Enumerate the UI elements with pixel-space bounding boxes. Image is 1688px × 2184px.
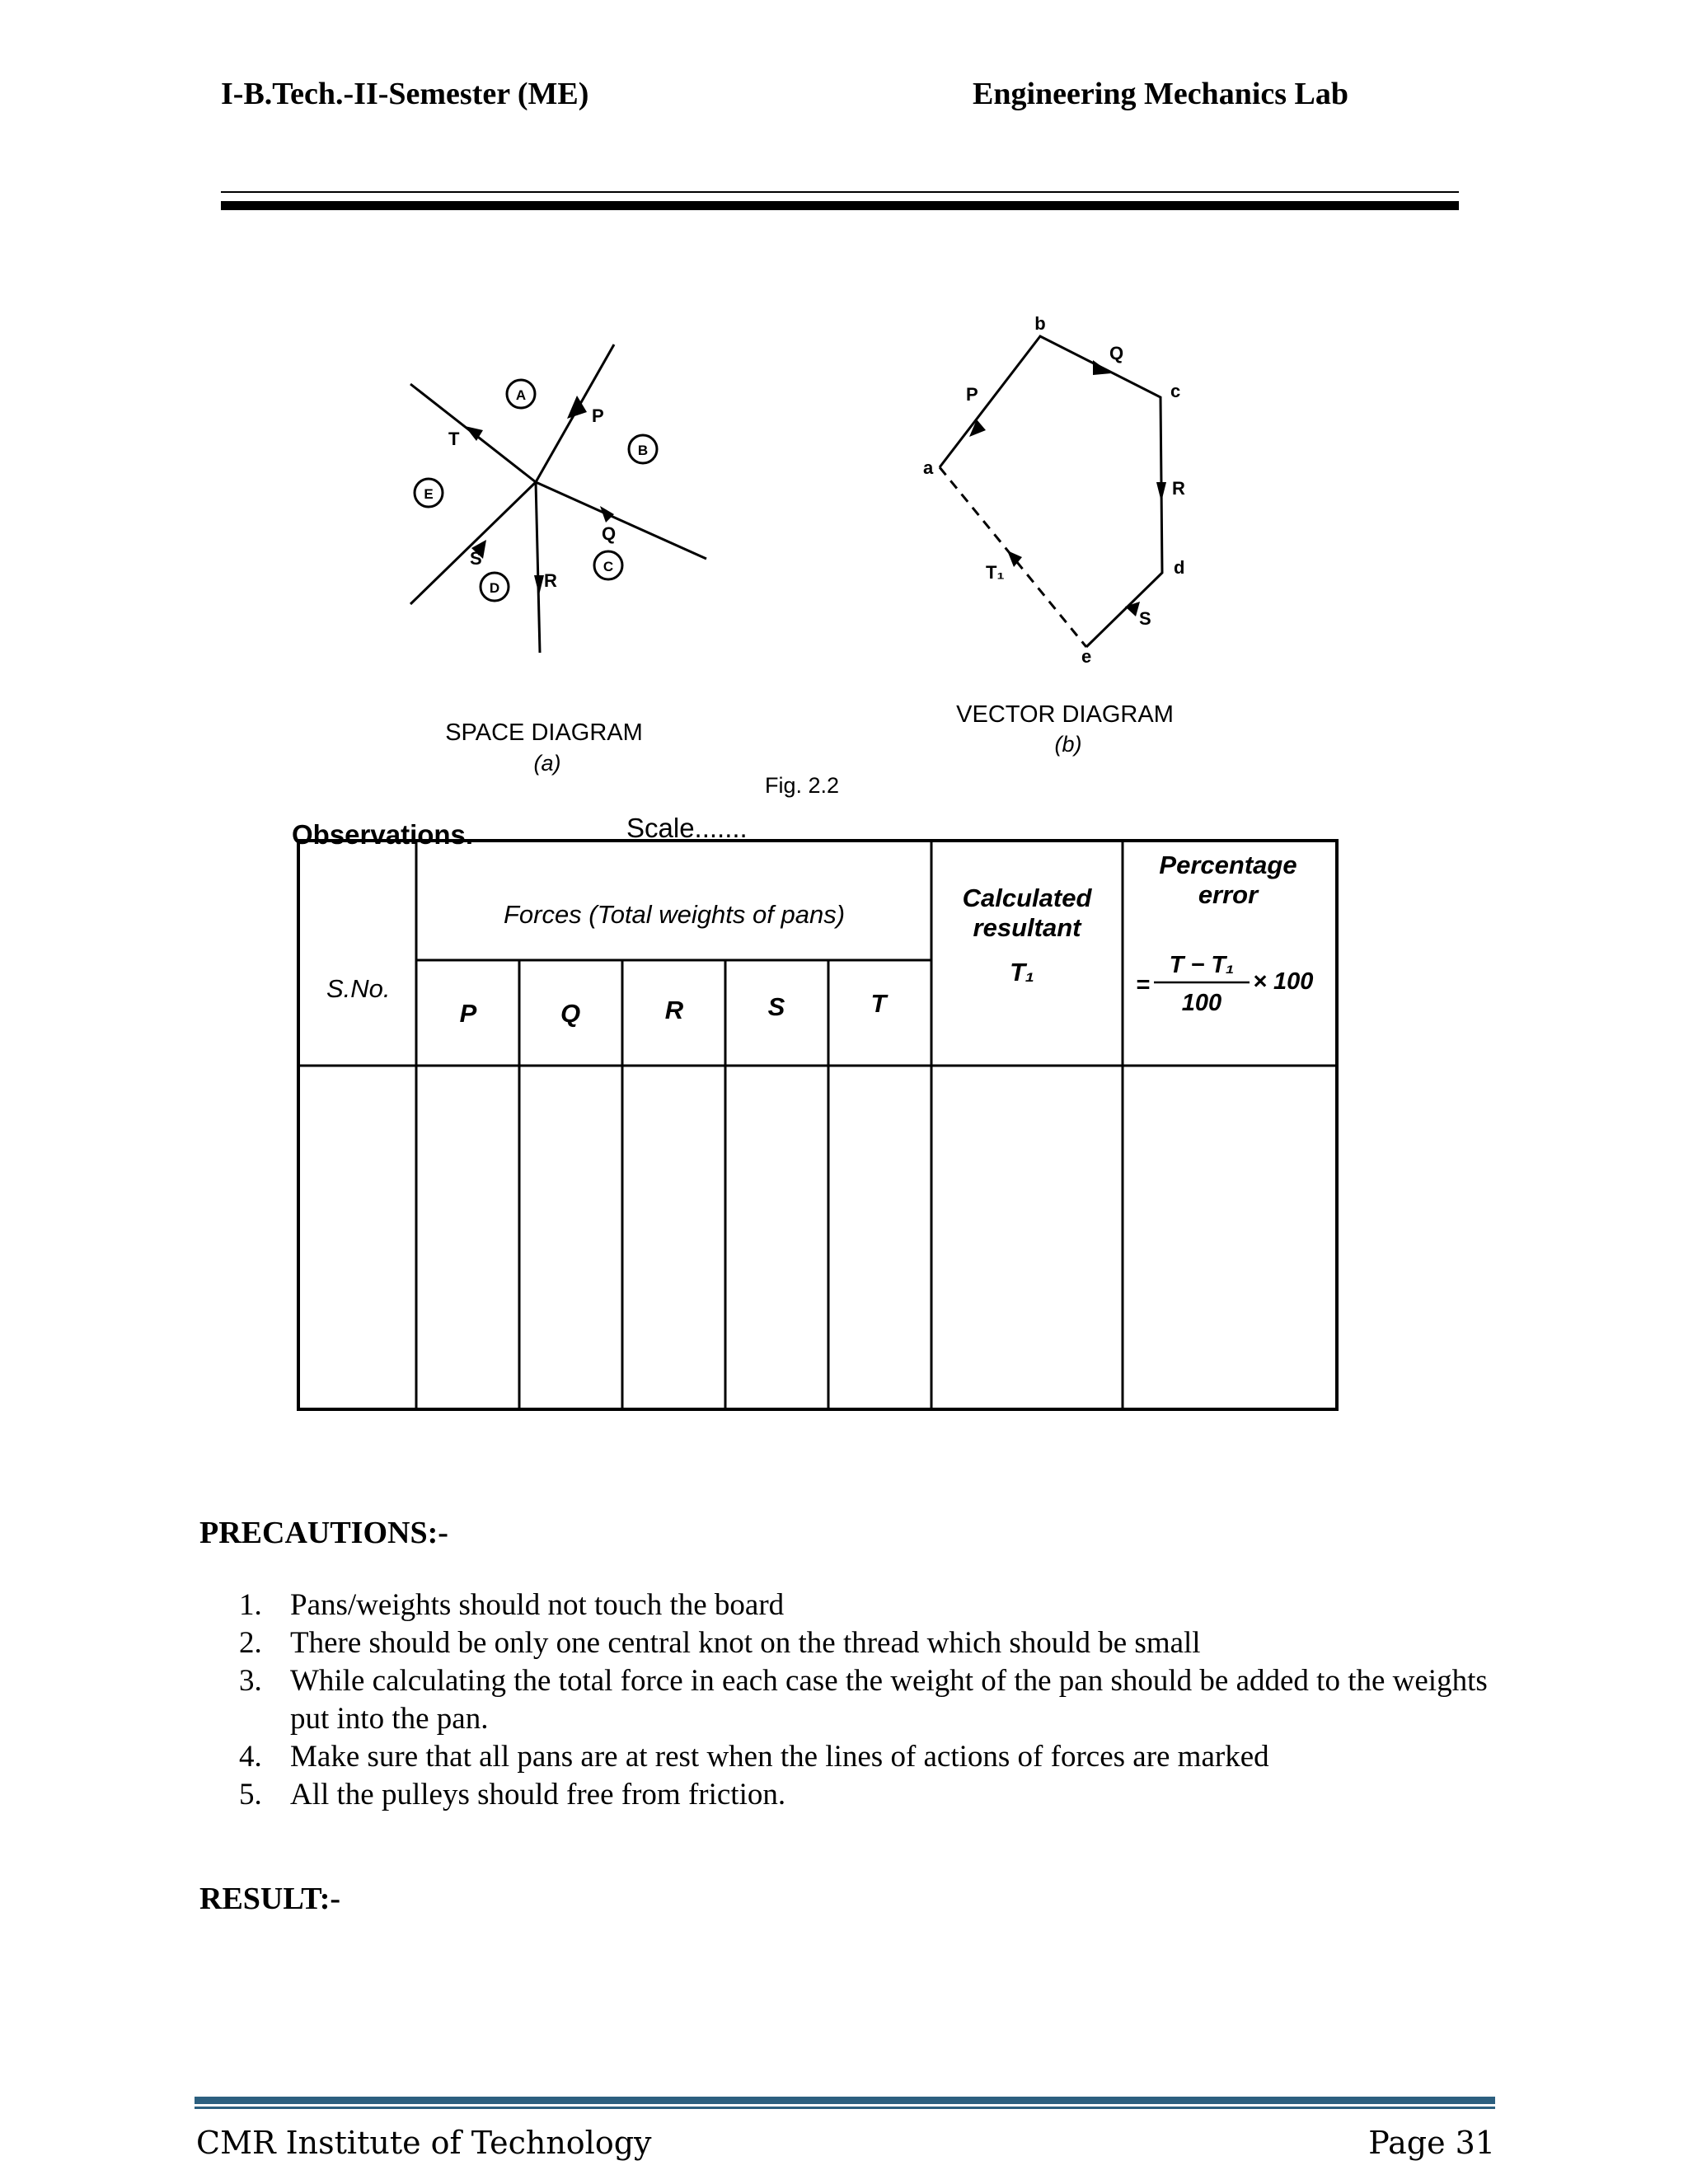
- th-calculated-2: resultant: [973, 913, 1081, 942]
- footer-rule-thick: [195, 2097, 1495, 2104]
- space-diagram-title: SPACE DIAGRAM: [445, 719, 643, 746]
- list-num: 1.: [239, 1588, 262, 1622]
- point-e: e: [1081, 646, 1092, 667]
- scale-label: Scale.......: [626, 813, 748, 843]
- vector-diagram-sub: (b): [1054, 732, 1082, 757]
- list-item: [239, 1624, 1508, 1662]
- th-formula-eq: =: [1136, 972, 1150, 998]
- vforce-r: R: [1172, 478, 1185, 499]
- header-left: I-B.Tech.-II-Semester (ME): [221, 77, 589, 111]
- header-right: Engineering Mechanics Lab: [973, 77, 1349, 111]
- list-item: [239, 1662, 1508, 1738]
- space-label-b: B: [637, 443, 649, 458]
- force-label-q: Q: [602, 523, 617, 544]
- th-calculated-1: Calculated: [962, 883, 1092, 912]
- arrow-vp: [969, 419, 986, 437]
- space-diagram-sub: (a): [533, 751, 561, 776]
- th-formula-mult: × 100: [1253, 968, 1314, 995]
- arrow-vr: [1156, 482, 1166, 502]
- footer-left: CMR Institute of Technology: [196, 2125, 652, 2161]
- th-percentage-2: error: [1198, 880, 1259, 909]
- th-formula-den: 100: [1181, 990, 1222, 1016]
- th-force-t: T: [870, 989, 887, 1018]
- space-label-a: A: [515, 387, 527, 403]
- precautions-heading: PRECAUTIONS:-: [199, 1516, 448, 1550]
- list-text: Pans/weights should not touch the board: [290, 1588, 785, 1622]
- vector-polyline: [940, 336, 1162, 647]
- space-label-d: D: [489, 580, 500, 596]
- arrow-vs: [1125, 602, 1140, 616]
- footer-page-number: Page 31: [1368, 2125, 1495, 2161]
- space-label-c: C: [603, 559, 614, 574]
- list-item: [239, 1776, 1508, 1814]
- space-diagram: [410, 344, 706, 653]
- point-d: d: [1174, 557, 1185, 578]
- list-item: [239, 1738, 1508, 1776]
- list-text: Make sure that all pans are at rest when the lines of actions of forces are marked: [290, 1740, 1269, 1774]
- arrow-vq: [1093, 360, 1111, 375]
- vforce-q: Q: [1109, 343, 1124, 363]
- th-percentage-1: Percentage: [1159, 851, 1297, 879]
- footer-rule-thin: [195, 2107, 1495, 2109]
- line-r: [536, 482, 540, 653]
- force-label-t: T: [448, 429, 460, 449]
- arrow-r: [534, 575, 544, 595]
- list-num: 3.: [239, 1664, 262, 1698]
- vforce-t1: T₁: [986, 562, 1005, 583]
- th-force-p: P: [459, 999, 477, 1028]
- list-num: 5.: [239, 1778, 262, 1811]
- vector-diagram-title: VECTOR DIAGRAM: [956, 701, 1174, 728]
- vforce-s: S: [1139, 608, 1151, 629]
- th-calc-symbol: T₁: [1010, 958, 1034, 987]
- result-heading: RESULT:-: [199, 1882, 341, 1916]
- force-label-r: R: [544, 570, 557, 591]
- th-force-s: S: [767, 992, 785, 1021]
- vforce-p: P: [966, 384, 978, 405]
- line-q: [536, 482, 706, 559]
- list-text: All the pulleys should free from friction.: [290, 1778, 786, 1811]
- point-b: b: [1034, 313, 1046, 334]
- force-label-p: P: [592, 405, 604, 426]
- arrow-q: [600, 506, 614, 523]
- th-forces-group: Forces (Total weights of pans): [503, 900, 846, 929]
- list-num: 2.: [239, 1626, 262, 1660]
- force-label-s: S: [470, 548, 482, 569]
- space-label-e: E: [424, 486, 434, 502]
- list-item: [239, 1586, 1508, 1624]
- list-text: There should be only one central knot on the thread which should be small: [290, 1626, 1201, 1660]
- precautions-list: [239, 1586, 1508, 1814]
- point-a: a: [923, 457, 934, 478]
- figure-caption: Fig. 2.2: [765, 773, 840, 798]
- th-force-q: Q: [560, 999, 581, 1028]
- th-force-r: R: [664, 996, 684, 1024]
- list-num: 4.: [239, 1740, 262, 1774]
- point-c: c: [1170, 381, 1181, 401]
- observations-label: Observations.: [292, 819, 474, 850]
- list-text: While calculating the total force in each case the weight of the pan should be added to the weights put into the pan.: [290, 1664, 1488, 1736]
- vector-diagram: [940, 336, 1162, 647]
- th-formula-num: T − T₁: [1169, 952, 1235, 978]
- th-sno: S.No.: [326, 974, 391, 1003]
